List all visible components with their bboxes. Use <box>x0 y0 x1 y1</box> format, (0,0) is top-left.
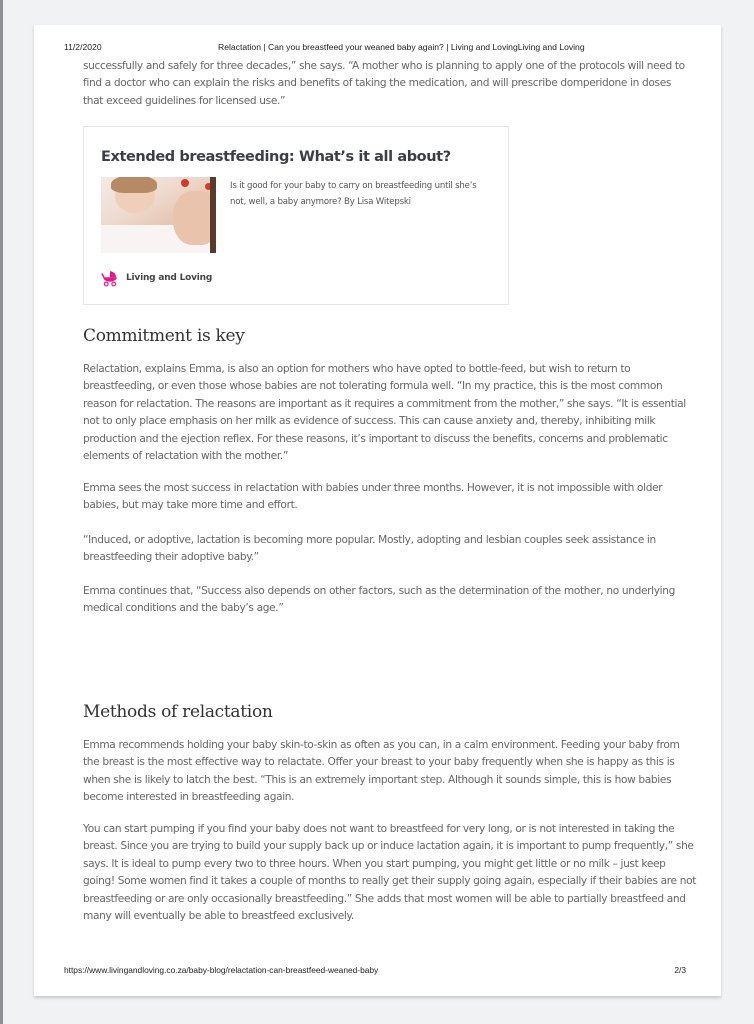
brand-name: Living and Loving <box>126 273 213 283</box>
related-article-description: Is it good for your baby to carry on breastfeeding until she’s not, well, a baby anymore? By Lisa Witepski <box>230 181 477 207</box>
section-heading-methods: Methods of relactation <box>83 702 273 722</box>
related-article-card[interactable] <box>83 126 509 305</box>
paragraph: You can start pumping if you find your baby does not want to breastfeed for very long, or is not interested in taking the breast. Since you are trying to build your supply back up or induce lactation again, it is important to pump frequently,” she says. It is ideal to pump every two to three hours. When you start pumping, you might get little or no milk – just keep going! Some women find it takes a couple of months to really get their supply going again, especially if their babies are not breastfeeding or are only occasionally breastfeeding.” She adds that most women will be able to partially breastfeed and many will eventually be able to breastfeed exclusively. <box>83 823 697 923</box>
intro-paragraph: successfully and safely for three decades,” she says. “A mother who is planning to apply one of the protocols will need to find a doctor who can explain the risks and benefits of taking the medication, and will prescribe domperidone in doses that exceed guidelines for licensed use.” <box>83 60 685 107</box>
footer-url[interactable]: https://www.livingandloving.co.za/baby-blog/relactation-can-breastfeed-weaned-baby <box>64 965 379 975</box>
page-number: 2/3 <box>674 965 686 975</box>
paragraph: “Induced, or adoptive, lactation is becoming more popular. Mostly, adopting and lesbian couples seek assistance in breastfeeding their adoptive baby.” <box>83 534 656 564</box>
related-article-title[interactable]: Extended breastfeeding: What’s it all about? <box>101 149 451 165</box>
paragraph: Relactation, explains Emma, is also an option for mothers who have opted to bottle-feed, but wish to return to breastfeeding, or even those whose babies are not tolerating formula well. “In my practice, this is the most common reason for relactation. The reasons are important as it requires a commitment from the mother,” she says. “It is essential not to only place emphasis on her milk as evidence of success. This can cause anxiety and, thereby, inhibiting milk production and the ejection reflex. For these reasons, it’s important to discuss the benefits, concerns and problematic elements of relactation with the mother.” <box>83 363 686 463</box>
paragraph: Emma continues that, “Success also depends on other factors, such as the determination of the mother, no underlying medical conditions and the baby’s age.” <box>83 585 675 615</box>
paragraph: Emma sees the most success in relactation with babies under three months. However, it is not impossible with older babies, but may take more time and effort. <box>83 482 663 512</box>
pdf-page <box>34 25 721 996</box>
section-heading-commitment: Commitment is key <box>83 326 245 346</box>
print-title: Relactation | Can you breastfeed your weaned baby again? | Living and LovingLiving and Loving <box>218 42 585 52</box>
related-article-image[interactable] <box>101 177 216 253</box>
pram-icon <box>101 269 119 287</box>
print-date: 11/2/2020 <box>64 42 102 52</box>
viewer-left-edge <box>0 0 3 1024</box>
paragraph: Emma recommends holding your baby skin-to-skin as often as you can, in a calm environment. Feeding your baby from the breast is the most effective way to relactate. Offer your breast to your baby frequently when she is happy as this is when she is likely to latch the best. “This is an extremely important step. Although it sounds simple, this is how babies become interested in breastfeeding again. <box>83 739 680 804</box>
related-article-source[interactable] <box>101 269 212 287</box>
